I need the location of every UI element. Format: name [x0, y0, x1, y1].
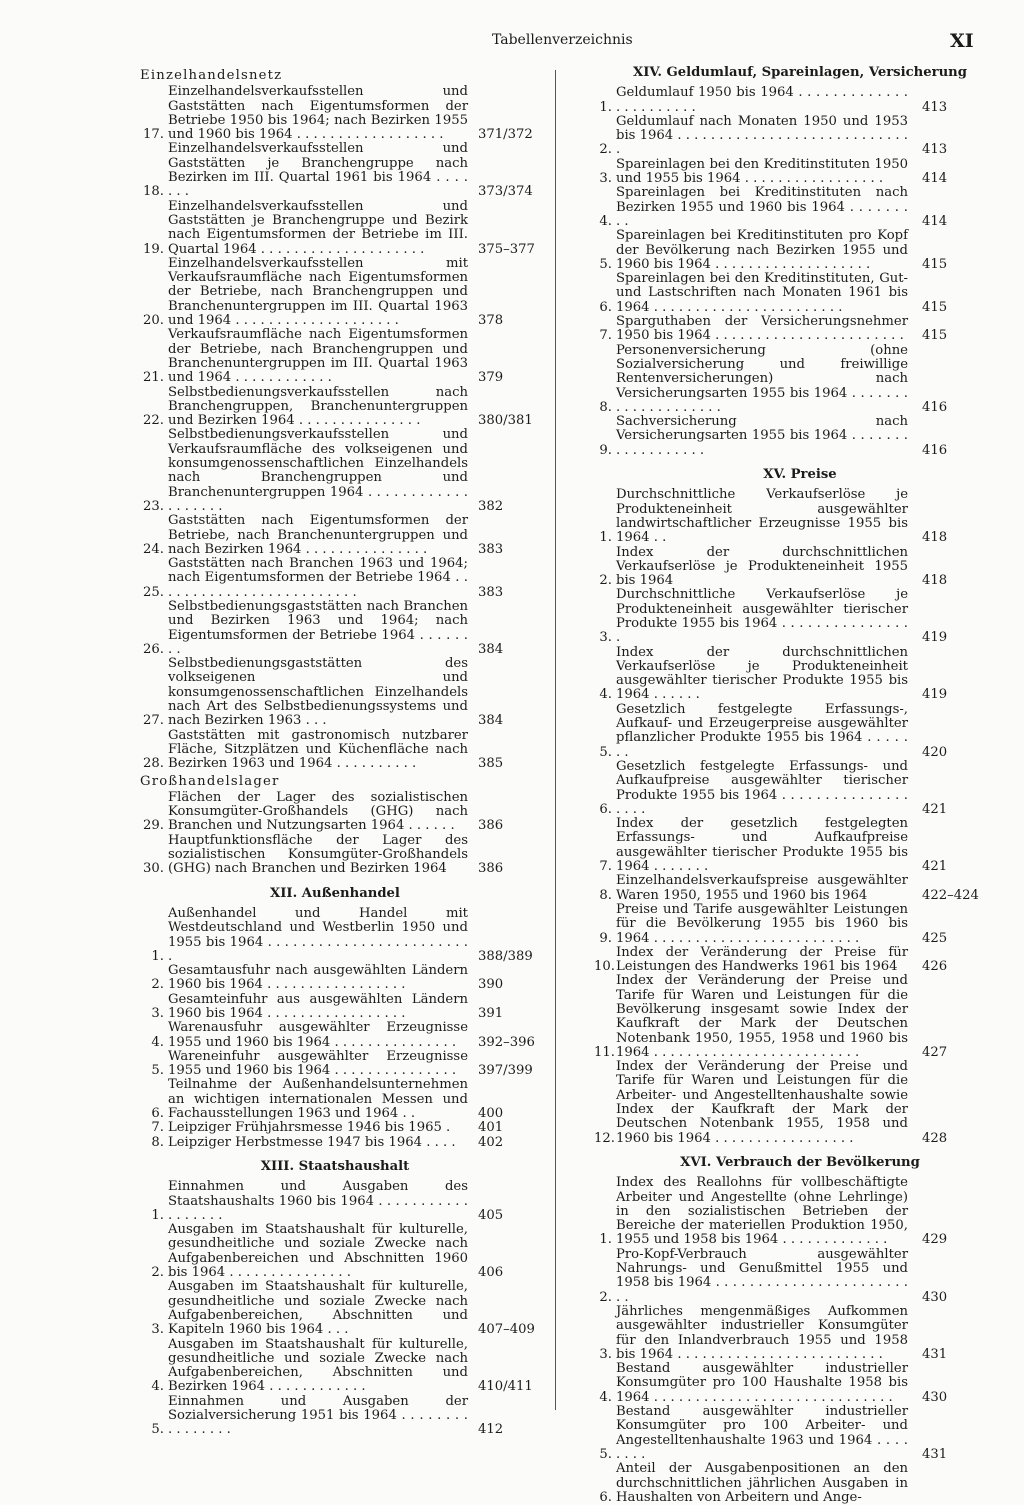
toc-entry [594, 1176, 1006, 1247]
entry-page: 382 [478, 498, 504, 514]
toc-entry [140, 1048, 533, 1079]
entry-title: Jährliches mengenmäßiges Aufkommen ausgewählter industrieller Konsumgüter für den Inlandverbrauch 1955 und 1958 bis 1964 . . . . . . . . . . . . . . . . . . . . . . . . . [616, 1303, 908, 1362]
entry-title: Pro-Kopf-Verbrauch ausgewählter Nahrungs- und Genußmittel 1955 und 1958 bis 1964 . . . . . . . . . . . . . . . . . . . . . . . . . [616, 1246, 908, 1305]
entry-title: Warenausfuhr ausgewählter Erzeugnisse 1955 und 1960 bis 1964 . . . . . . . . . . . . . . . [168, 1020, 468, 1050]
entry-number: 4. [151, 1379, 164, 1395]
column-divider [555, 70, 556, 1410]
toc-entry [140, 1020, 535, 1050]
toc-entry [594, 186, 1006, 229]
entry-number: 10. [594, 959, 615, 975]
entry-page: 430 [922, 1389, 948, 1405]
entry-title: Gesetzlich festgelegte Erfassungs- und Aufkaufpreise ausgewählter tierischer Produkte 1955 bis 1964 . . . . . . . . . . . . . . . . . . . [616, 758, 908, 817]
entry-title: Gesamtausfuhr nach ausgewählten Ländern 1960 bis 1964 . . . . . . . . . . . . . . . . . [168, 963, 468, 993]
entry-title: Einzelhandelsverkaufspreise ausgewählter Waren 1950, 1955 und 1960 bis 1964 [616, 873, 908, 903]
entry-number: 5. [599, 744, 612, 760]
entry-title: Index der Veränderung der Preise und Tarife für Waren und Leistungen für die Bevölkerung insgesamt sowie Index der Kaufkraft der Mark der Deutschen Notenbank 1950, 1955, 1958 und 1960 bis 1964 . . . . . . . . . . . . . . . . . . . . . . . . . [616, 973, 908, 1060]
entry-page: 421 [922, 859, 948, 875]
page-title: Tabellenverzeichnis [492, 32, 633, 48]
entry-number: 1. [151, 1207, 164, 1223]
toc-entry [140, 1078, 530, 1121]
toc-entry [594, 946, 1006, 975]
toc-entry [140, 428, 530, 514]
entry-number: 19. [143, 241, 164, 257]
toc-entry [140, 657, 530, 728]
toc-entry [594, 1462, 1006, 1505]
toc-entry [594, 344, 1006, 415]
entry-title: Sparguthaben der Versicherungsnehmer 1950 bis 1964 . . . . . . . . . . . . . . . . . . . . . . . [616, 314, 908, 344]
entry-number: 5. [151, 1422, 164, 1438]
entry-title: Index der gesetzlich festgelegten Erfassungs- und Aufkaufpreise ausgewählter tierischer Produkte 1955 bis 1964 . . . . . . . [616, 816, 908, 875]
section-heading: XIII. Staatshaushalt [260, 1158, 410, 1174]
entry-page: 416 [922, 442, 948, 458]
entry-title: Sachversicherung nach Versicherungsarten 1955 bis 1964 . . . . . . . . . . . . . . . . . . [616, 414, 908, 458]
entry-title: Bestand ausgewählter industrieller Konsumgüter pro 100 Arbeiter- und Angestelltenhaushalte 1963 und 1964 . . . . . . . . [616, 1404, 908, 1462]
entry-number: 9. [599, 930, 612, 946]
entry-title: Spareinlagen bei Kreditinstituten pro Kopf der Bevölkerung nach Bezirken 1955 und 1960 bis 1964 . . . . . . . . . . . . . . . . . . . [616, 228, 908, 272]
toc-entry [140, 834, 530, 877]
toc-entry [140, 791, 530, 834]
subsection-heading: Großhandelslager [140, 773, 280, 789]
entry-page: 418 [922, 530, 948, 546]
entry-number: 28. [143, 756, 164, 772]
entry-page: 407–409 [478, 1322, 535, 1338]
entry-title: Spareinlagen bei den Kreditinstituten, Gut- und Lastschriften nach Monaten 1961 bis 1964 . . . . . . . . . . . . . . . . . . . . . . . [616, 271, 908, 315]
entry-page: 430 [922, 1289, 948, 1305]
entry-page: 415 [922, 256, 948, 272]
toc-entry [140, 557, 530, 600]
entry-title: Einnahmen und Ausgaben der Sozialversicherung 1951 bis 1964 . . . . . . . . . . . . . . . . [168, 1393, 468, 1438]
entry-title: Wareneinfuhr ausgewählter Erzeugnisse 1955 und 1960 bis 1964 . . . . . . . . . . . . . . . [168, 1048, 468, 1079]
entry-page: 390 [478, 977, 504, 993]
entry-page: 371/372 [478, 127, 533, 143]
entry-number: 3. [599, 1346, 612, 1362]
entry-page: 419 [922, 630, 948, 646]
entry-number: 8. [599, 399, 612, 415]
entry-title: Selbstbedienungsverkaufsstellen nach Branchengruppen, Branchenuntergruppen und Bezirken 1964 . . . . . . . . . . . . . . . [168, 384, 468, 429]
entry-title: Spareinlagen bei Kreditinstituten nach Bezirken 1955 und 1960 bis 1964 . . . . . . . . . [616, 185, 908, 229]
entry-page: 429 [922, 1232, 948, 1248]
entry-number: 5. [599, 256, 612, 272]
entry-page: 415 [922, 299, 948, 315]
entry-number: 20. [143, 313, 164, 329]
toc-entry [594, 646, 1006, 703]
entry-title: Gaststätten mit gastronomisch nutzbarer Fläche, Sitzplätzen und Küchenfläche nach Bezirken 1963 und 1964 . . . . . . . . . . [168, 727, 468, 772]
toc-entry [594, 903, 1006, 946]
entry-number: 24. [143, 541, 164, 557]
entry-number: 9. [599, 442, 612, 458]
entry-page: 420 [922, 744, 948, 760]
entry-page: 373/374 [478, 184, 533, 200]
entry-title: Einnahmen und Ausgaben des Staatshaushalts 1960 bis 1964 . . . . . . . . . . . . . . . . . . [168, 1179, 468, 1223]
toc-entry [594, 703, 1006, 760]
entry-number: 2. [599, 142, 612, 158]
entry-number: 4. [599, 213, 612, 229]
entry-number: 23. [143, 498, 164, 514]
entry-page: 380/381 [478, 413, 533, 429]
entry-page: 413 [922, 142, 948, 158]
entry-number: 26. [143, 641, 164, 657]
toc-entry [140, 1279, 535, 1338]
toc-entry [140, 84, 533, 143]
toc-entry [140, 1223, 530, 1280]
entry-number: 30. [143, 861, 164, 877]
entry-number: 2. [151, 1265, 164, 1281]
entry-number: 4. [151, 1034, 164, 1050]
entry-number: 3. [151, 1322, 164, 1338]
entry-page: 418 [922, 573, 948, 589]
entry-page: 386 [478, 861, 504, 877]
entry-page: 375–377 [478, 241, 535, 257]
entry-title: Außenhandel und Handel mit Westdeutschland und Westberlin 1950 und 1955 bis 1964 . . . . . . . . . . . . . . . . . . . . . . . . . [168, 905, 468, 964]
toc-entry [594, 546, 1006, 589]
entry-number: 22. [143, 413, 164, 429]
entry-page: 392–396 [478, 1034, 535, 1050]
entry-page: 410/411 [478, 1379, 533, 1395]
toc-entry [140, 729, 530, 772]
toc-entry [594, 588, 1006, 645]
entry-page: 428 [922, 1130, 948, 1146]
toc-entry [140, 141, 533, 200]
toc-entry [594, 229, 1006, 272]
entry-number: 17. [143, 127, 164, 143]
subsection-heading: Einzelhandelsnetz [140, 68, 283, 83]
entry-title: Anteil der Ausgabenpositionen an den durchschnittlichen jährlichen Ausgaben in Haushalten von Arbeitern und Ange- [616, 1461, 908, 1505]
entry-number: 6. [599, 299, 612, 315]
entry-title: Einzelhandelsverkaufsstellen und Gaststätten je Branchengruppe und Bezirk nach Eigentumsformen der Betriebe im III. Quartal 1964 . . . . . . . . . . . . . . . . . . . . [168, 198, 468, 257]
toc-entry [140, 993, 530, 1022]
entry-title: Geldumlauf 1950 bis 1964 . . . . . . . . . . . . . . . . . . . . . . . [616, 85, 908, 115]
entry-title: Ausgaben im Staatshaushalt für kulturelle, gesundheitliche und soziale Zwecke nach Aufgabenbereichen, Abschnitten und Kapiteln 1960 bis 1964 . . . [168, 1279, 468, 1338]
toc-entry [140, 905, 533, 964]
toc-entry [594, 817, 1006, 874]
entry-page: 391 [478, 1006, 504, 1021]
entry-page: 400 [478, 1106, 504, 1122]
entry-number: 6. [599, 801, 612, 817]
entry-number: 2. [599, 573, 612, 589]
entry-title: Durchschnittliche Verkaufserlöse je Produkteneinheit ausgewählter tierischer Produkte 1955 bis 1964 . . . . . . . . . . . . . . . . [616, 587, 908, 646]
toc-entry [594, 760, 1006, 817]
entry-title: Einzelhandelsverkaufsstellen und Gaststätten je Branchengruppe nach Bezirken im III. Quartal 1961 bis 1964 . . . . . . . [168, 141, 468, 200]
entry-number: 6. [599, 1489, 612, 1505]
entry-number: 21. [143, 370, 164, 386]
entry-page: 426 [922, 959, 948, 975]
page-header [0, 30, 1024, 54]
toc-entry [594, 974, 1006, 1060]
entry-title: Gaststätten nach Branchen 1963 und 1964; nach Eigentumsformen der Betriebe 1964 . . . . . . . . . . . . . . . . . . . . . . . . . [168, 556, 468, 600]
entry-number: 1. [599, 530, 612, 546]
entry-number: 7. [151, 1120, 164, 1136]
entry-title: Preise und Tarife ausgewählter Leistungen für die Bevölkerung 1955 bis 1960 bis 1964 . . . . . . . . . . . . . . . . . . . . . . . . . [616, 901, 908, 946]
toc-entry [594, 1305, 1006, 1362]
entry-number: 29. [143, 818, 164, 834]
toc-entry [140, 257, 530, 328]
entry-number: 1. [599, 99, 612, 115]
entry-page: 402 [478, 1134, 504, 1150]
entry-page: 383 [478, 541, 504, 557]
entry-page: 412 [478, 1422, 504, 1438]
toc-entry [594, 158, 1006, 187]
entry-page: 416 [922, 399, 948, 415]
entry-page: 386 [478, 818, 504, 834]
toc-entry [594, 1405, 1006, 1462]
entry-number: 8. [151, 1134, 164, 1150]
entry-title: Index der Veränderung der Preise und Tarife für Waren und Leistungen für die Arbeiter- und Angestelltenhaushalte sowie Index der Kaufkraft der Mark der Deutschen Notenbank 1955, 1958 und 1960 bis 1964 . . . . . . . . . . . . . . . . . [616, 1059, 908, 1146]
entry-number: 1. [151, 948, 164, 964]
toc-entry [594, 488, 1006, 545]
toc-entry [140, 600, 530, 657]
entry-page: 379 [478, 370, 504, 386]
toc-entry [594, 1248, 1006, 1305]
section-heading: XIV. Geldumlauf, Spareinlagen, Versicherung [633, 65, 967, 80]
entry-number: 3. [599, 630, 612, 646]
toc-entry [594, 1362, 1006, 1405]
entry-title: Hauptfunktionsfläche der Lager des sozialistischen Konsumgüter-Großhandels (GHG) nach Branchen und Bezirken 1964 [168, 832, 468, 877]
entry-number: 5. [151, 1063, 164, 1079]
entry-page: 413 [922, 99, 948, 115]
toc-entry [140, 1336, 533, 1395]
entry-title: Gesetzlich festgelegte Erfassungs-, Aufkauf- und Erzeugerpreise ausgewählter pflanzlicher Produkte 1955 bis 1964 . . . . . . . [616, 701, 908, 760]
entry-number: 27. [143, 713, 164, 729]
entry-number: 1. [599, 1232, 612, 1248]
entry-number: 4. [599, 1389, 612, 1405]
entry-title: Verkaufsraumfläche nach Eigentumsformen der Betriebe, nach Branchengruppen und Branchenuntergruppen im III. Quartal 1963 und 1964 . . . . . . . . . . . . [168, 327, 468, 386]
section-heading: XV. Preise [763, 467, 837, 483]
entry-page: 397/399 [478, 1063, 533, 1079]
toc-entry [594, 86, 1006, 115]
entry-page: 378 [478, 313, 504, 329]
entry-page: 388/389 [478, 948, 533, 964]
entry-page: 406 [478, 1265, 504, 1281]
entry-title: Einzelhandelsverkaufsstellen mit Verkaufsraumfläche nach Eigentumsformen der Betriebe, nach Branchengruppen und Branchenuntergruppen im III. Quartal 1963 und 1964 . . . . . . . . . . . . . . . . . . . . [168, 255, 468, 329]
toc-entry [140, 328, 530, 385]
entry-title: Personenversicherung (ohne Sozialversicherung und freiwillige Rentenversicherungen) nach Versicherungsarten 1955 bis 1964 . . . . . . . . . . . . . . . . . . . . [616, 342, 908, 415]
entry-title: Ausgaben im Staatshaushalt für kulturelle, gesundheitliche und soziale Zwecke nach Aufgabenbereichen, Abschnitten und Bezirken 1964 . . . . . . . . . . . . [168, 1336, 468, 1395]
toc-entry [594, 415, 1006, 458]
entry-title: Teilnahme der Außenhandelsunternehmen an wichtigen internationalen Messen und Fachausstellungen 1963 und 1964 . . [168, 1077, 468, 1122]
toc-entry [140, 1180, 530, 1223]
toc-entry [140, 384, 533, 429]
entry-title: Leipziger Herbstmesse 1947 bis 1964 . . . . [168, 1134, 456, 1150]
right-column [594, 66, 1006, 1505]
toc-entry [140, 1121, 530, 1135]
page-number: XI [950, 30, 974, 52]
entry-page: 384 [478, 641, 504, 657]
entry-title: Leipziger Frühjahrsmesse 1946 bis 1965 . [168, 1120, 451, 1136]
toc-entry [594, 272, 1006, 315]
entry-title: Bestand ausgewählter industrieller Konsumgüter pro 100 Haushalte 1958 bis 1964 . . . . . . . . . . . . . . . . . . . . . . . . . . . . . [616, 1361, 908, 1405]
entry-page: 431 [922, 1446, 948, 1462]
entry-number: 2. [599, 1289, 612, 1305]
entry-title: Gesamteinfuhr aus ausgewählten Ländern 1960 bis 1964 . . . . . . . . . . . . . . . . . [168, 991, 468, 1021]
toc-entry [140, 514, 530, 557]
toc-entry [594, 315, 1006, 344]
toc-entry [594, 1060, 1006, 1146]
entry-number: 7. [599, 859, 612, 875]
entry-page: 427 [922, 1044, 948, 1060]
entry-number: 4. [599, 687, 612, 703]
entry-title: Spareinlagen bei den Kreditinstituten 1950 und 1955 bis 1964 . . . . . . . . . . . . . . . . . [616, 156, 908, 187]
entry-title: Flächen der Lager des sozialistischen Konsumgüter-Großhandels (GHG) nach Branchen und Nutzungsarten 1964 . . . . . . [168, 789, 468, 834]
entry-title: Gaststätten nach Eigentumsformen der Betriebe, nach Branchenuntergruppen und nach Bezirken 1964 . . . . . . . . . . . . . . . [168, 513, 468, 557]
entry-page: 431 [922, 1346, 948, 1362]
entry-number: 11. [594, 1044, 615, 1060]
entry-number: 7. [599, 328, 612, 344]
entry-number: 12. [594, 1130, 615, 1146]
entry-title: Index der Veränderung der Preise für Leistungen des Handwerks 1961 bis 1964 [616, 944, 908, 975]
entry-title: Index der durchschnittlichen Verkaufserlöse je Produkteneinheit 1955 bis 1964 [616, 544, 908, 589]
entry-page: 415 [922, 328, 948, 344]
section-heading: XVI. Verbrauch der Bevölkerung [680, 1154, 920, 1170]
entry-number: 2. [151, 977, 164, 993]
entry-number: 3. [599, 171, 612, 187]
entry-number: 6. [151, 1106, 164, 1122]
entry-title: Durchschnittliche Verkaufserlöse je Produkteneinheit ausgewählter landwirtschaftlicher Erzeugnisse 1955 bis 1964 . . [616, 487, 908, 546]
section-heading: XII. Außenhandel [270, 885, 400, 901]
entry-title: Selbstbedienungsgaststätten des volkseigenen und konsumgenossenschaftlichen Einzelhandels nach Art des Selbstbedienungssystems und nach Bezirken 1963 . . . [168, 656, 468, 729]
entry-number: 18. [143, 184, 164, 200]
entry-title: Ausgaben im Staatshaushalt für kulturelle, gesundheitliche und soziale Zwecke nach Aufgabenbereichen und Abschnitten 1960 bis 1964 . . . . . . . . . . . . . . . [168, 1222, 468, 1281]
entry-title: Selbstbedienungsverkaufsstellen und Verkaufsraumfläche des volkseigenen und konsumgenossenschaftlichen Einzelhandels nach Branchengruppen und Branchenuntergruppen 1964 . . . . . . . . . . . . . . . . . . . [168, 427, 468, 514]
entry-page: 414 [922, 171, 948, 187]
toc-entry [594, 874, 1006, 903]
entry-page: 421 [922, 801, 948, 817]
toc-entry [140, 1136, 530, 1150]
entry-number: 25. [143, 584, 164, 600]
entry-page: 401 [478, 1120, 504, 1136]
entry-page: 384 [478, 713, 504, 729]
toc-entry [140, 198, 535, 257]
entry-title: Einzelhandelsverkaufsstellen und Gaststätten nach Eigentumsformen der Betriebe 1950 bis 1964; nach Bezirken 1955 und 1960 bis 1964 . . . . . . . . . . . . . . . . . . [168, 84, 468, 143]
entry-number: 8. [599, 887, 612, 903]
entry-title: Selbstbedienungsgaststätten nach Branchen und Bezirken 1963 und 1964; nach Eigentumsformen der Betriebe 1964 . . . . . . . . [168, 598, 468, 657]
entry-title: Index des Reallohns für vollbeschäftigte Arbeiter und Angestellte (ohne Lehrlinge) in den sozialistischen Betrieben der Bereiche der materiellen Produktion 1950, 1955 und 1958 bis 1964 . . . . . . . . . . . . . [616, 1175, 908, 1248]
entry-page: 422–424 [922, 887, 979, 903]
entry-page: 385 [478, 756, 504, 772]
toc-entry [594, 115, 1006, 158]
entry-page: 414 [922, 213, 948, 229]
entry-page: 425 [922, 930, 948, 946]
entry-page: 383 [478, 584, 504, 600]
toc-entry [140, 1395, 530, 1438]
toc-entry [140, 964, 530, 993]
entry-page: 405 [478, 1207, 504, 1223]
entry-number: 5. [599, 1446, 612, 1462]
entry-title: Index der durchschnittlichen Verkaufserlöse je Produkteneinheit ausgewählter tierischer Produkte 1955 bis 1964 . . . . . . [616, 644, 908, 703]
left-column [140, 66, 535, 1438]
entry-number: 3. [151, 1006, 164, 1021]
entry-title: Geldumlauf nach Monaten 1950 und 1953 bis 1964 . . . . . . . . . . . . . . . . . . . . . . . . . . . . . [616, 113, 908, 158]
entry-page: 419 [922, 687, 948, 703]
